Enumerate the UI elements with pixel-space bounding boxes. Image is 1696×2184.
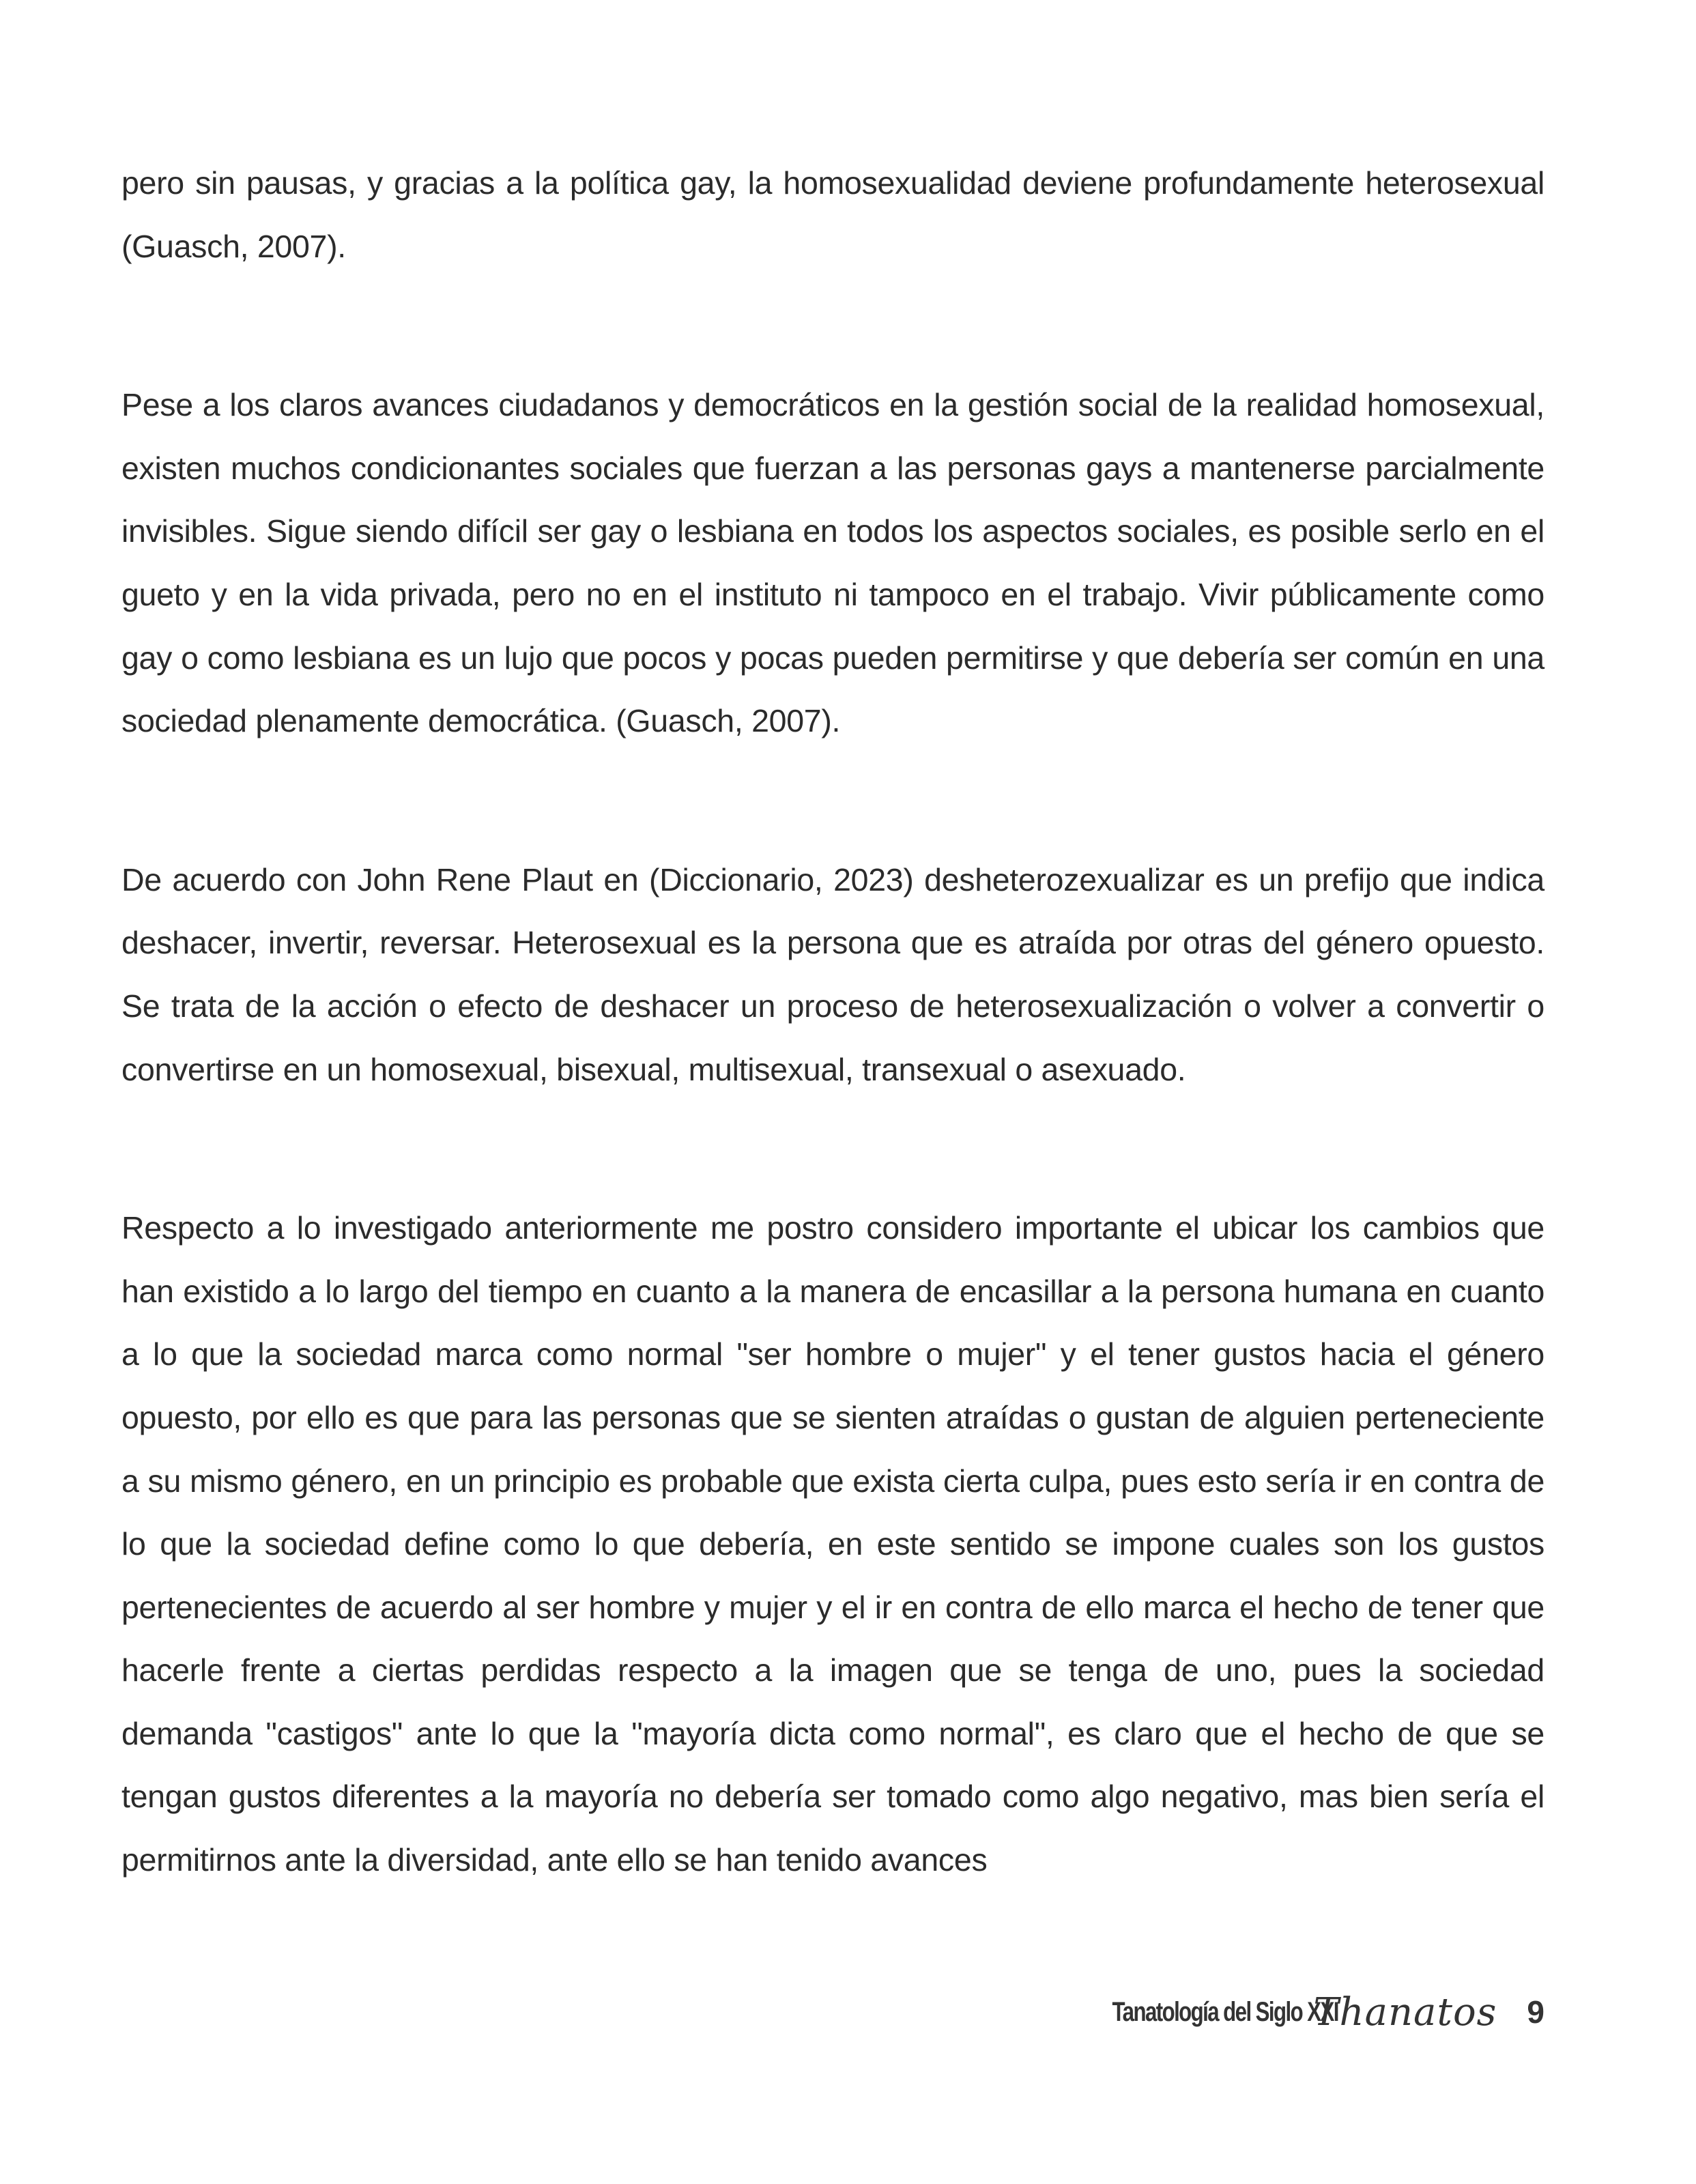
footer-brand-logo: Thanatos bbox=[1313, 1989, 1497, 2035]
paragraph-4: Respecto a lo investigado anteriormente me postro considero importante el ubicar los cambios que han existido a lo largo del tiempo en cuanto a la manera de encasillar a la persona humana en cuanto a lo que la sociedad marca como normal "ser hombre o mujer" y el tener gustos hacia el género opuesto, por ello es que para las personas que se sienten atraídas o gustan de alguien perteneciente a su mismo género, en un principio es probable que exista cierta culpa, pues esto sería ir en contra de lo que la sociedad define como lo que debería, en este sentido se impone cuales son los gustos pertenecientes de acuerdo al ser hombre y mujer y el ir en contra de ello marca el hecho de tener que hacerle frente a ciertas perdidas respecto a la imagen que se tenga de uno, pues la sociedad demanda "castigos" ante lo que la "mayoría dicta como normal", es claro que el hecho de que se tengan gustos diferentes a la mayoría no debería ser tomado como algo negativo, mas bien sería el permitirnos ante la diversidad, ante ello se han tenido avances bbox=[121, 1210, 1544, 1878]
paragraph-3: De acuerdo con John Rene Plaut en (Diccionario, 2023) desheterozexualizar es un prefijo que indica deshacer, invertir, reversar. Heterosexual es la persona que es atraída por otras del género opuesto. Se trata de la acción o efecto de deshacer un proceso de heterosexualización o volver a convertir o convertirse en un homosexual, bisexual, multisexual, transexual o asexuado. bbox=[121, 861, 1544, 1087]
footer-publication-title: Tanatología del Siglo XXI bbox=[1112, 1996, 1339, 2027]
paragraph-1: pero sin pausas, y gracias a la política gay, la homosexualidad deviene profundamente heterosexual (Guasch, 2007). bbox=[121, 165, 1544, 264]
paragraph-2: Pese a los claros avances ciudadanos y democráticos en la gestión social de la realidad homosexual, existen muchos condicionantes sociales que fuerzan a las personas gays a mantenerse parcialmente invisibles. Sigue siendo difícil ser gay o lesbiana en todos los aspectos sociales, es posible serlo en el gueto y en la vida privada, pero no en el instituto ni tampoco en el trabajo. Vivir públicamente como gay o como lesbiana es un lujo que pocos y pocas pueden permitirse y que debería ser común en una sociedad plenamente democrática. (Guasch, 2007). bbox=[121, 387, 1544, 739]
page-footer bbox=[1048, 1985, 1544, 2039]
document-body bbox=[121, 152, 1544, 1892]
page-number: 9 bbox=[1527, 1994, 1544, 2030]
